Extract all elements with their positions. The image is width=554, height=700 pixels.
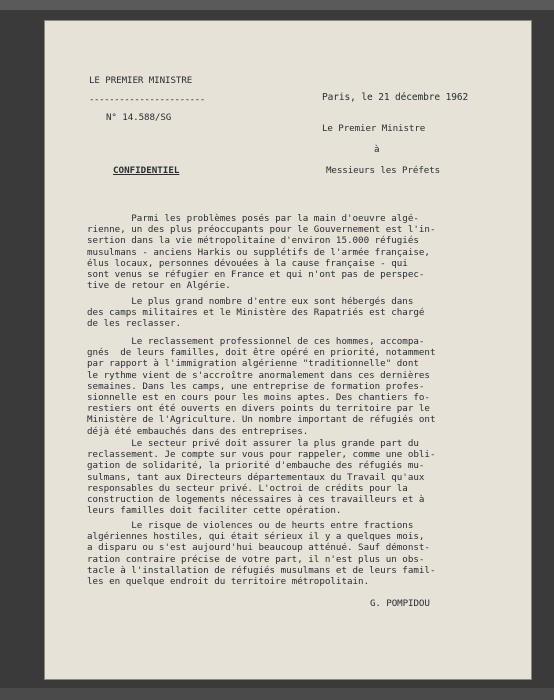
text-line: Le plus grand nombre d'entre eux sont hébergés dans	[87, 296, 414, 307]
text-line: construction de logements nécessaires à ces travailleurs et à	[87, 494, 425, 506]
scanner-border	[0, 0, 554, 10]
scanner-border-bottom	[0, 688, 554, 700]
office-heading: LE PREMIER MINISTRE	[89, 75, 193, 86]
text-line: sulmans, tant aux Directeurs départementaux du Travail qu'aux	[87, 471, 425, 483]
sender-line: Le Premier Ministre	[322, 123, 426, 134]
text-line: ration contraire précise de votre part, il n'est plus un obs-	[87, 553, 425, 565]
paragraph-1	[87, 213, 517, 291]
text-line: tive de retour en Algérie.	[87, 280, 231, 292]
text-line: gation de solidarité, la priorité d'embauche des réfugiés mu-	[87, 460, 425, 472]
text-line: sont venus se réfugier en France et qui n'ont pas de perspec-	[87, 269, 425, 281]
text-line: gnés de leurs familles, doit être opéré en priorité, notamment	[87, 347, 436, 359]
text-line: les en quelque endroit du territoire métropolitain.	[87, 576, 370, 588]
paragraph-3	[87, 336, 517, 437]
text-line: Le reclassement professionnel de ces hommes, accompa-	[87, 336, 425, 347]
text-line: tacle à l'installation de réfugiés musulmans et de leurs famil-	[87, 564, 436, 576]
text-line: Le secteur privé doit assurer la plus grande part du	[87, 438, 419, 449]
text-line: semaines. Dans les camps, une entreprise de formation profes-	[87, 380, 425, 392]
text-line: Le risque de violences ou de heurts entre fractions	[87, 520, 414, 531]
text-line: restiers ont été ouverts en divers points du territoire par le	[87, 403, 430, 415]
text-line: des camps militaires et le Ministère des Rapatriés est chargé	[87, 307, 425, 319]
text-line: Ministère de l'Agriculture. Un nombre important de réfugiés ont	[87, 414, 436, 426]
text-line: déjà été embauchés dans des entreprises.	[87, 425, 309, 437]
text-line: algériennes hostiles, qui était sérieux il y a quelques mois,	[87, 531, 425, 543]
text-line: a disparu ou s'est aujourd'hui beaucoup atténué. Sauf démonst-	[87, 542, 430, 554]
classification-label: CONFIDENTIEL	[113, 165, 180, 176]
recipient-line: Messieurs les Préfets	[326, 165, 441, 176]
to-word: à	[374, 144, 380, 155]
text-line: sertion dans la vie métropolitaine d'environ 15.000 réfugiés	[87, 235, 419, 247]
text-line: responsables du secteur privé. L'octroi de crédits pour la	[87, 482, 408, 494]
text-line: leurs familles doit faciliter cette opération.	[87, 505, 342, 517]
text-line: élus locaux, personnes dévouées à la cause française - qui	[87, 257, 408, 269]
paragraph-2	[87, 296, 517, 330]
text-line: par rapport à l'immigration algérienne "traditionnelle" dont	[87, 358, 419, 370]
heading-rule: -----------------------	[89, 94, 205, 105]
document-page	[44, 20, 532, 680]
paragraph-5	[87, 520, 517, 587]
text-line: musulmans - anciens Harkis ou supplétifs de l'armée française,	[87, 246, 430, 258]
text-line: le rythme vient de s'accroître anormalement dans ces dernières	[87, 369, 430, 381]
reference-number: N° 14.588/SG	[106, 112, 172, 123]
paragraph-4	[87, 438, 517, 516]
signature: G. POMPIDOU	[370, 598, 430, 609]
text-line: de les reclasser.	[87, 318, 182, 330]
text-line: rienne, un des plus préoccupants pour le Gouvernement est l'in-	[87, 224, 436, 236]
text-line: sionnelle est en cours pour les moins aptes. Des chantiers fo-	[87, 392, 430, 404]
dateline: Paris, le 21 décembre 1962	[322, 92, 469, 103]
text-line: Parmi les problèmes posés par la main d'oeuvre algé-	[87, 213, 419, 224]
text-line: reclassement. Je compte sur vous pour rappeler, comme une obli-	[87, 449, 436, 461]
